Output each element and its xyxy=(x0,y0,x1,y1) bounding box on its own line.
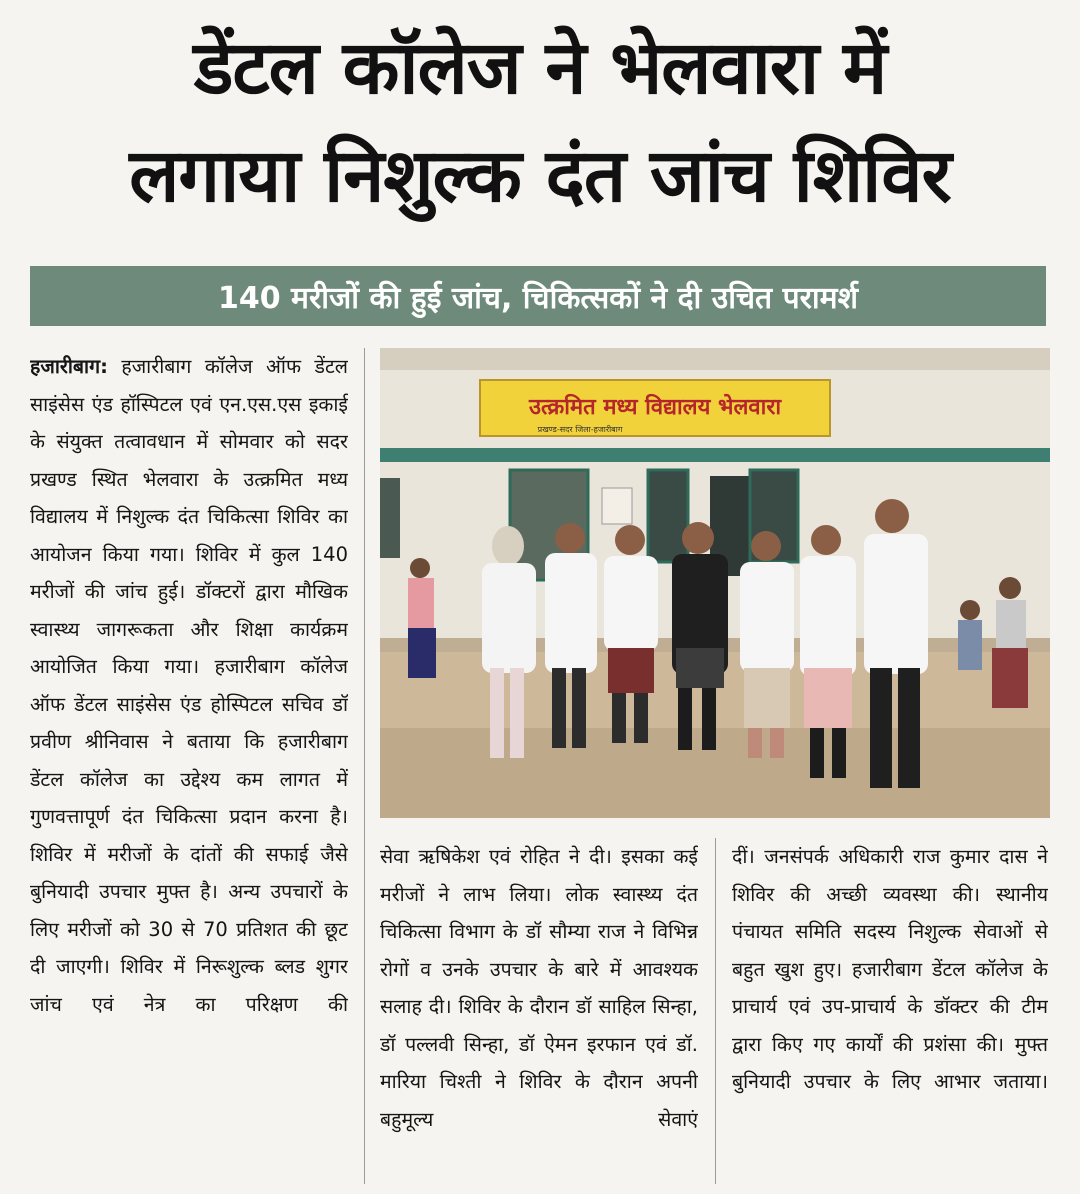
dateline: हजारीबाग: xyxy=(30,355,108,378)
article-column-3 xyxy=(732,838,1048,1188)
article-col2-text: सेवा ऋषिकेश एवं रोहित ने दी। इसका कई मरीजों ने लाभ लिया। लोक स्वास्थ्य दंत चिकित्सा विभाग के डॉ सौम्या राज ने विभिन्न रोगों व उनके उपचार के बारे में आवश्यक सलाह दी। शिविर के दौरान डॉ साहिल सिन्हा, डॉ पल्लवी सिन्हा, डॉ ऐमन इरफान एवं डॉ. मारिया चिश्ती ने शिविर के दौरान अपनी बहुमूल्य सेवाएं xyxy=(380,845,698,1131)
photo-illustration xyxy=(380,348,1050,818)
article-column-1 xyxy=(30,348,348,1188)
headline xyxy=(20,14,1060,230)
column-divider xyxy=(364,348,365,1184)
column-divider xyxy=(715,838,716,1184)
article-col3-text: दीं। जनसंपर्क अधिकारी राज कुमार दास ने शिविर की अच्छी व्यवस्था की। स्थानीय पंचायत समिति सदस्य निशुल्क सेवाओं से बहुत खुश हुए। हजारीबाग डेंटल कॉलेज के प्राचार्य एवं उप-प्राचार्य के डॉक्टर की टीम द्वारा किए गए कार्यों की प्रशंसा की। मुफ्त बुनियादी उपचार के लिए आभार जताया। xyxy=(732,845,1048,1093)
school-sign-subtext: प्रखण्ड-सदर जिला-हजारीबाग xyxy=(537,425,623,434)
subheadline-band xyxy=(30,266,1046,326)
school-sign-text: उत्क्रमित मध्य विद्यालय भेलवारा xyxy=(528,395,782,420)
article-column-2 xyxy=(380,838,698,1188)
news-photo xyxy=(380,348,1050,818)
subheadline: 140 मरीजों की हुई जांच, चिकित्सकों ने दी उचित परामर्श xyxy=(217,280,858,316)
headline-line-2: लगाया निशुल्क दंत जांच शिविर xyxy=(129,133,951,219)
article-col1-text: हजारीबाग कॉलेज ऑफ डेंटल साइंसेस एंड हॉस्पिटल एवं एन.एस.एस इकाई के संयुक्त तत्वावधान में सोमवार को सदर प्रखण्ड स्थित भेलवारा के उत्क्रमित मध्य विद्यालय में निशुल्क दंत चिकित्सा शिविर का आयोजन किया गया। शिविर में कुल 140 मरीजों की जांच हुई। डॉक्टरों द्वारा मौखिक स्वास्थ्य जागरूकता और शिक्षा कार्यक्रम आयोजित किया गया। हजारीबाग कॉलेज ऑफ डेंटल साइंसेस एंड होस्पिटल सचिव डॉ प्रवीण श्रीनिवास ने बताया कि हजारीबाग डेंटल कॉलेज का उद्देश्य कम लागत में गुणवत्तापूर्ण दंत चिकित्सा प्रदान करना है। शिविर में मरीजों के दांतों की सफाई जैसे बुनियादी उपचार मुफ्त है। अन्य उपचारों के लिए मरीजों को 30 से 70 प्रतिशत की छूट दी जाएगी। शिविर में निरूशुल्क ब्लड शुगर जांच एवं नेत्र का परिक्षण की xyxy=(30,355,348,1016)
headline-line-1: डेंटल कॉलेज ने भेलवारा में xyxy=(193,25,887,111)
